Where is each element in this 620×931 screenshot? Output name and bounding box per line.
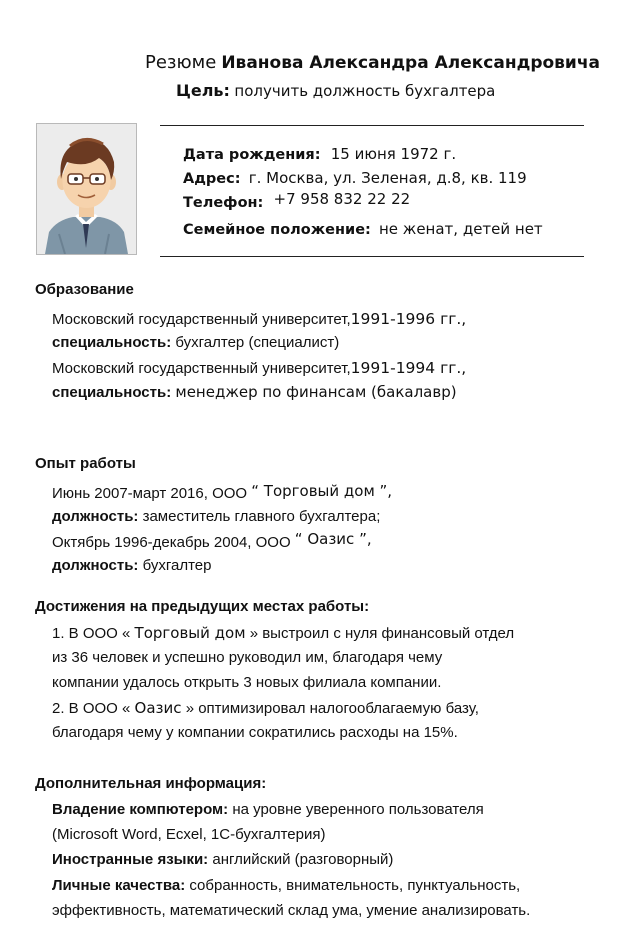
family-label: Семейное положение: [183,222,371,238]
computer-skills-label: Владение компютером: [52,801,229,818]
experience-position: бухгалтер [142,557,212,574]
achievement-company: Оазис [134,699,182,717]
achievement-company: Торговый дом [134,624,246,642]
education-item-2-spec [52,383,457,401]
goal-value: получить должность бухгалтера [234,82,496,100]
personal-qualities-label: Личные качества: [52,877,186,894]
phone-value: +7 958 832 22 22 [273,190,411,208]
family-value: не женат, детей нет [379,220,543,238]
goal-label: Цель: [176,81,230,100]
candidate-name: Иванова Александра Александровича [221,53,600,73]
achievement-text: » выстроил с нуля финансовый отдел [249,625,515,642]
experience-company: “ Оазис ”, [294,530,372,548]
phone-row [183,190,411,211]
experience-item-1-position [52,508,380,525]
achievement-2-line-1 [52,699,479,717]
achievement-prefix: 2. В ООО « [52,700,131,717]
achievement-prefix: 1. В ООО « [52,625,131,642]
achievement-1-line-2: из 36 человек и успешно руководил им, благодаря чему [52,649,443,666]
education-years: 1991-1996 гг., [350,310,467,328]
languages-value: английский (разговорный) [212,851,394,868]
experience-item-2-line [52,530,372,551]
birth-value: 15 июня 1972 г. [330,145,457,163]
computer-skills-row-2: (Microsoft Word, Ecxel, 1C-бухгалтерия) [52,826,326,843]
info-bottom-divider [160,256,584,257]
personal-qualities-row-2: эффективность, математический склад ума, умение анализировать. [52,902,531,919]
experience-period: Июнь 2007-март 2016, ООО [52,485,248,502]
birth-date-row [183,145,456,163]
computer-skills-value: на уровне уверенного пользователя [232,801,484,818]
achievement-text: » оптимизировал налогооблагаемую базу, [185,700,479,717]
info-top-divider [160,125,584,126]
education-place: Московский государственный университет, [52,311,351,328]
address-row [183,169,527,187]
achievement-1-line-3: компании удалось открыть 3 новых филиала компании. [52,674,442,691]
education-years: 1991-1994 гг., [350,359,467,377]
computer-skills-row [52,801,484,818]
education-spec-label: специальность: [52,334,172,351]
phone-label: Телефон: [183,195,264,211]
education-spec-label: специальность: [52,384,172,401]
education-item-2-line [52,359,466,377]
resume-title [145,52,600,73]
experience-position-label: должность: [52,557,139,574]
languages-row [52,851,393,868]
experience-heading: Опыт работы [35,455,136,472]
birth-label: Дата рождения: [183,147,321,163]
experience-position-label: должность: [52,508,139,525]
experience-period: Октябрь 1996-декабрь 2004, ООО [52,534,291,551]
languages-label: Иностранные языки: [52,851,209,868]
experience-company: “ Торговый дом ”, [251,482,393,500]
candidate-photo [36,123,137,255]
personal-qualities-row [52,877,520,894]
address-value: г. Москва, ул. Зеленая, д.8, кв. 119 [248,169,527,187]
education-item-1-line [52,310,466,328]
address-label: Адрес: [183,171,241,187]
goal-line [176,81,495,101]
additional-info-heading: Дополнительная информация: [35,775,267,792]
achievements-heading: Достижения на предыдущих местах работы: [35,598,370,615]
education-spec: бухгалтер (специалист) [175,334,340,351]
education-place: Московский государственный университет, [52,360,351,377]
education-spec: менеджер по финансам (бакалавр) [175,383,457,401]
experience-item-2-position [52,557,211,574]
cartoon-man-avatar-icon [37,124,136,254]
resume-label: Резюме [145,52,217,73]
achievement-1-line-1 [52,624,514,642]
education-item-1-spec [52,334,339,351]
achievement-2-line-2: благодаря чему у компании сократились расходы на 15%. [52,724,458,741]
experience-item-1-line [52,484,392,502]
experience-position: заместитель главного бухгалтера; [142,508,381,525]
personal-qualities-value: собранность, внимательность, пунктуальность, [189,877,521,894]
education-heading: Образование [35,281,134,298]
family-status-row [183,220,543,238]
